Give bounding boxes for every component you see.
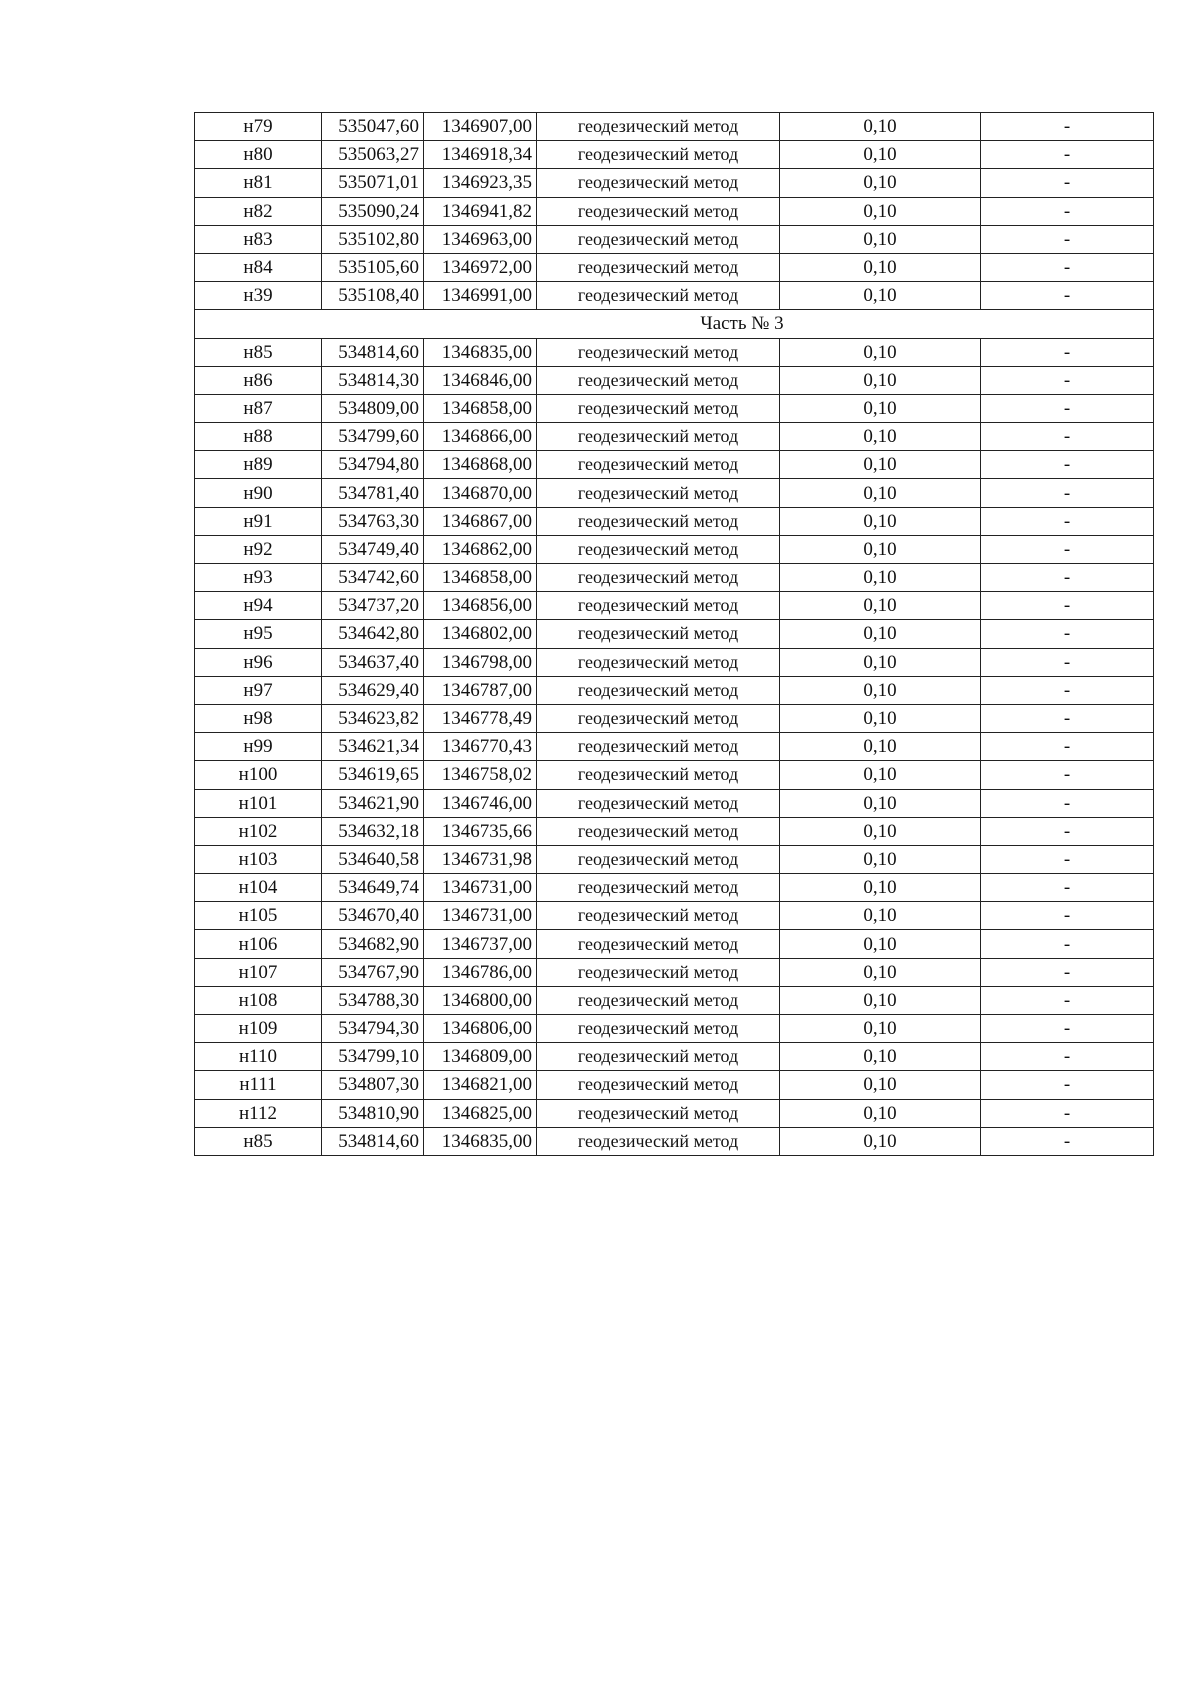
y-coordinate-cell: 1346735,66 [424, 817, 537, 845]
y-coordinate-cell: 1346731,00 [424, 902, 537, 930]
table-body-top [195, 113, 1154, 310]
description-cell: - [981, 592, 1154, 620]
point-cell: н97 [195, 676, 322, 704]
y-coordinate-cell: 1346809,00 [424, 1043, 537, 1071]
method-cell: геодезический метод [537, 761, 780, 789]
table-row [195, 169, 1154, 197]
accuracy-cell: 0,10 [780, 1015, 981, 1043]
y-coordinate-cell: 1346835,00 [424, 1127, 537, 1155]
method-cell: геодезический метод [537, 986, 780, 1014]
point-cell: н108 [195, 986, 322, 1014]
x-coordinate-cell: 534781,40 [322, 479, 424, 507]
x-coordinate-cell: 535102,80 [322, 225, 424, 253]
table-row [195, 958, 1154, 986]
point-cell: н94 [195, 592, 322, 620]
accuracy-cell: 0,10 [780, 451, 981, 479]
method-cell: геодезический метод [537, 592, 780, 620]
table-row [195, 1127, 1154, 1155]
method-cell: геодезический метод [537, 1099, 780, 1127]
description-cell: - [981, 648, 1154, 676]
description-cell: - [981, 874, 1154, 902]
accuracy-cell: 0,10 [780, 366, 981, 394]
description-cell: - [981, 451, 1154, 479]
accuracy-cell: 0,10 [780, 676, 981, 704]
x-coordinate-cell: 535105,60 [322, 253, 424, 281]
x-coordinate-cell: 534814,30 [322, 366, 424, 394]
x-coordinate-cell: 534649,74 [322, 874, 424, 902]
method-cell: геодезический метод [537, 535, 780, 563]
table-row [195, 620, 1154, 648]
table-row [195, 282, 1154, 310]
y-coordinate-cell: 1346737,00 [424, 930, 537, 958]
point-cell: н103 [195, 845, 322, 873]
table-row [195, 197, 1154, 225]
table-row [195, 1015, 1154, 1043]
accuracy-cell: 0,10 [780, 845, 981, 873]
table-row [195, 930, 1154, 958]
y-coordinate-cell: 1346868,00 [424, 451, 537, 479]
table-row [195, 366, 1154, 394]
accuracy-cell: 0,10 [780, 282, 981, 310]
accuracy-cell: 0,10 [780, 874, 981, 902]
x-coordinate-cell: 534737,20 [322, 592, 424, 620]
accuracy-cell: 0,10 [780, 1099, 981, 1127]
description-cell: - [981, 423, 1154, 451]
y-coordinate-cell: 1346907,00 [424, 113, 537, 141]
y-coordinate-cell: 1346786,00 [424, 958, 537, 986]
table-row [195, 986, 1154, 1014]
table-body-bottom [195, 338, 1154, 1155]
accuracy-cell: 0,10 [780, 620, 981, 648]
accuracy-cell: 0,10 [780, 197, 981, 225]
x-coordinate-cell: 534794,80 [322, 451, 424, 479]
accuracy-cell: 0,10 [780, 817, 981, 845]
method-cell: геодезический метод [537, 1071, 780, 1099]
accuracy-cell: 0,10 [780, 338, 981, 366]
y-coordinate-cell: 1346800,00 [424, 986, 537, 1014]
description-cell: - [981, 930, 1154, 958]
y-coordinate-cell: 1346798,00 [424, 648, 537, 676]
method-cell: геодезический метод [537, 704, 780, 732]
x-coordinate-cell: 534629,40 [322, 676, 424, 704]
description-cell: - [981, 394, 1154, 422]
point-cell: н39 [195, 282, 322, 310]
point-cell: н85 [195, 1127, 322, 1155]
point-cell: н107 [195, 958, 322, 986]
method-cell: геодезический метод [537, 874, 780, 902]
y-coordinate-cell: 1346787,00 [424, 676, 537, 704]
y-coordinate-cell: 1346821,00 [424, 1071, 537, 1099]
y-coordinate-cell: 1346963,00 [424, 225, 537, 253]
point-cell: н91 [195, 507, 322, 535]
method-cell: геодезический метод [537, 564, 780, 592]
y-coordinate-cell: 1346991,00 [424, 282, 537, 310]
description-cell: - [981, 789, 1154, 817]
accuracy-cell: 0,10 [780, 253, 981, 281]
x-coordinate-cell: 534621,90 [322, 789, 424, 817]
table-row [195, 648, 1154, 676]
point-cell: н90 [195, 479, 322, 507]
description-cell: - [981, 197, 1154, 225]
accuracy-cell: 0,10 [780, 761, 981, 789]
y-coordinate-cell: 1346972,00 [424, 253, 537, 281]
coordinates-table [194, 112, 1154, 1156]
accuracy-cell: 0,10 [780, 902, 981, 930]
y-coordinate-cell: 1346870,00 [424, 479, 537, 507]
table-row [195, 564, 1154, 592]
accuracy-cell: 0,10 [780, 535, 981, 563]
point-cell: н93 [195, 564, 322, 592]
method-cell: геодезический метод [537, 789, 780, 817]
table-row [195, 761, 1154, 789]
accuracy-cell: 0,10 [780, 1127, 981, 1155]
point-cell: н111 [195, 1071, 322, 1099]
point-cell: н85 [195, 338, 322, 366]
section-header [195, 310, 1154, 338]
point-cell: н86 [195, 366, 322, 394]
x-coordinate-cell: 534807,30 [322, 1071, 424, 1099]
x-coordinate-cell: 534749,40 [322, 535, 424, 563]
method-cell: геодезический метод [537, 366, 780, 394]
description-cell: - [981, 253, 1154, 281]
description-cell: - [981, 761, 1154, 789]
table-row [195, 704, 1154, 732]
description-cell: - [981, 366, 1154, 394]
accuracy-cell: 0,10 [780, 394, 981, 422]
method-cell: геодезический метод [537, 197, 780, 225]
accuracy-cell: 0,10 [780, 648, 981, 676]
x-coordinate-cell: 534637,40 [322, 648, 424, 676]
accuracy-cell: 0,10 [780, 733, 981, 761]
point-cell: н82 [195, 197, 322, 225]
description-cell: - [981, 733, 1154, 761]
y-coordinate-cell: 1346867,00 [424, 507, 537, 535]
x-coordinate-cell: 534788,30 [322, 986, 424, 1014]
method-cell: геодезический метод [537, 225, 780, 253]
section-title: Часть № 3 [195, 310, 1154, 338]
table-row [195, 817, 1154, 845]
section-row [195, 310, 1154, 338]
x-coordinate-cell: 534640,58 [322, 845, 424, 873]
accuracy-cell: 0,10 [780, 169, 981, 197]
description-cell: - [981, 1043, 1154, 1071]
x-coordinate-cell: 535047,60 [322, 113, 424, 141]
x-coordinate-cell: 534742,60 [322, 564, 424, 592]
y-coordinate-cell: 1346770,43 [424, 733, 537, 761]
accuracy-cell: 0,10 [780, 1071, 981, 1099]
description-cell: - [981, 1099, 1154, 1127]
table-row [195, 253, 1154, 281]
description-cell: - [981, 507, 1154, 535]
accuracy-cell: 0,10 [780, 479, 981, 507]
y-coordinate-cell: 1346731,98 [424, 845, 537, 873]
point-cell: н95 [195, 620, 322, 648]
description-cell: - [981, 535, 1154, 563]
point-cell: н80 [195, 141, 322, 169]
table-row [195, 338, 1154, 366]
x-coordinate-cell: 534682,90 [322, 930, 424, 958]
accuracy-cell: 0,10 [780, 789, 981, 817]
method-cell: геодезический метод [537, 141, 780, 169]
point-cell: н84 [195, 253, 322, 281]
accuracy-cell: 0,10 [780, 958, 981, 986]
description-cell: - [981, 958, 1154, 986]
table-row [195, 113, 1154, 141]
accuracy-cell: 0,10 [780, 225, 981, 253]
method-cell: геодезический метод [537, 507, 780, 535]
description-cell: - [981, 704, 1154, 732]
method-cell: геодезический метод [537, 648, 780, 676]
table-row [195, 423, 1154, 451]
point-cell: н79 [195, 113, 322, 141]
method-cell: геодезический метод [537, 817, 780, 845]
y-coordinate-cell: 1346923,35 [424, 169, 537, 197]
method-cell: геодезический метод [537, 451, 780, 479]
x-coordinate-cell: 534642,80 [322, 620, 424, 648]
method-cell: геодезический метод [537, 902, 780, 930]
method-cell: геодезический метод [537, 282, 780, 310]
point-cell: н109 [195, 1015, 322, 1043]
point-cell: н98 [195, 704, 322, 732]
point-cell: н87 [195, 394, 322, 422]
x-coordinate-cell: 534810,90 [322, 1099, 424, 1127]
point-cell: н88 [195, 423, 322, 451]
description-cell: - [981, 1015, 1154, 1043]
method-cell: геодезический метод [537, 338, 780, 366]
table-row [195, 1043, 1154, 1071]
y-coordinate-cell: 1346918,34 [424, 141, 537, 169]
method-cell: геодезический метод [537, 620, 780, 648]
y-coordinate-cell: 1346858,00 [424, 564, 537, 592]
method-cell: геодезический метод [537, 113, 780, 141]
description-cell: - [981, 169, 1154, 197]
accuracy-cell: 0,10 [780, 986, 981, 1014]
point-cell: н112 [195, 1099, 322, 1127]
description-cell: - [981, 338, 1154, 366]
y-coordinate-cell: 1346866,00 [424, 423, 537, 451]
table-row [195, 733, 1154, 761]
point-cell: н96 [195, 648, 322, 676]
x-coordinate-cell: 534632,18 [322, 817, 424, 845]
x-coordinate-cell: 534670,40 [322, 902, 424, 930]
method-cell: геодезический метод [537, 930, 780, 958]
accuracy-cell: 0,10 [780, 141, 981, 169]
x-coordinate-cell: 534767,90 [322, 958, 424, 986]
table-row [195, 535, 1154, 563]
method-cell: геодезический метод [537, 958, 780, 986]
table-row [195, 845, 1154, 873]
method-cell: геодезический метод [537, 253, 780, 281]
description-cell: - [981, 479, 1154, 507]
method-cell: геодезический метод [537, 845, 780, 873]
description-cell: - [981, 620, 1154, 648]
description-cell: - [981, 1071, 1154, 1099]
point-cell: н104 [195, 874, 322, 902]
method-cell: геодезический метод [537, 479, 780, 507]
x-coordinate-cell: 534814,60 [322, 1127, 424, 1155]
x-coordinate-cell: 534623,82 [322, 704, 424, 732]
table-row [195, 1099, 1154, 1127]
method-cell: геодезический метод [537, 733, 780, 761]
accuracy-cell: 0,10 [780, 1043, 981, 1071]
accuracy-cell: 0,10 [780, 507, 981, 535]
description-cell: - [981, 845, 1154, 873]
y-coordinate-cell: 1346846,00 [424, 366, 537, 394]
y-coordinate-cell: 1346778,49 [424, 704, 537, 732]
method-cell: геодезический метод [537, 676, 780, 704]
x-coordinate-cell: 534799,60 [322, 423, 424, 451]
y-coordinate-cell: 1346746,00 [424, 789, 537, 817]
description-cell: - [981, 141, 1154, 169]
accuracy-cell: 0,10 [780, 592, 981, 620]
y-coordinate-cell: 1346856,00 [424, 592, 537, 620]
x-coordinate-cell: 534799,10 [322, 1043, 424, 1071]
point-cell: н92 [195, 535, 322, 563]
table-row [195, 902, 1154, 930]
method-cell: геодезический метод [537, 169, 780, 197]
x-coordinate-cell: 534763,30 [322, 507, 424, 535]
point-cell: н89 [195, 451, 322, 479]
table-row [195, 394, 1154, 422]
x-coordinate-cell: 534621,34 [322, 733, 424, 761]
description-cell: - [981, 986, 1154, 1014]
accuracy-cell: 0,10 [780, 704, 981, 732]
x-coordinate-cell: 534809,00 [322, 394, 424, 422]
method-cell: геодезический метод [537, 1015, 780, 1043]
x-coordinate-cell: 535063,27 [322, 141, 424, 169]
y-coordinate-cell: 1346758,02 [424, 761, 537, 789]
table-row [195, 676, 1154, 704]
table-row [195, 874, 1154, 902]
description-cell: - [981, 1127, 1154, 1155]
x-coordinate-cell: 534814,60 [322, 338, 424, 366]
x-coordinate-cell: 535090,24 [322, 197, 424, 225]
table-row [195, 141, 1154, 169]
point-cell: н81 [195, 169, 322, 197]
method-cell: геодезический метод [537, 1043, 780, 1071]
y-coordinate-cell: 1346862,00 [424, 535, 537, 563]
table-row [195, 592, 1154, 620]
accuracy-cell: 0,10 [780, 930, 981, 958]
description-cell: - [981, 902, 1154, 930]
y-coordinate-cell: 1346731,00 [424, 874, 537, 902]
method-cell: геодезический метод [537, 394, 780, 422]
accuracy-cell: 0,10 [780, 423, 981, 451]
table-row [195, 507, 1154, 535]
method-cell: геодезический метод [537, 423, 780, 451]
accuracy-cell: 0,10 [780, 564, 981, 592]
description-cell: - [981, 282, 1154, 310]
table-row [195, 1071, 1154, 1099]
y-coordinate-cell: 1346825,00 [424, 1099, 537, 1127]
description-cell: - [981, 817, 1154, 845]
description-cell: - [981, 113, 1154, 141]
table-row [195, 789, 1154, 817]
y-coordinate-cell: 1346802,00 [424, 620, 537, 648]
point-cell: н99 [195, 733, 322, 761]
x-coordinate-cell: 535108,40 [322, 282, 424, 310]
point-cell: н105 [195, 902, 322, 930]
table-row [195, 451, 1154, 479]
accuracy-cell: 0,10 [780, 113, 981, 141]
table-row [195, 225, 1154, 253]
point-cell: н106 [195, 930, 322, 958]
x-coordinate-cell: 534619,65 [322, 761, 424, 789]
y-coordinate-cell: 1346858,00 [424, 394, 537, 422]
description-cell: - [981, 564, 1154, 592]
description-cell: - [981, 676, 1154, 704]
x-coordinate-cell: 535071,01 [322, 169, 424, 197]
description-cell: - [981, 225, 1154, 253]
y-coordinate-cell: 1346941,82 [424, 197, 537, 225]
y-coordinate-cell: 1346806,00 [424, 1015, 537, 1043]
point-cell: н102 [195, 817, 322, 845]
table-row [195, 479, 1154, 507]
y-coordinate-cell: 1346835,00 [424, 338, 537, 366]
point-cell: н101 [195, 789, 322, 817]
point-cell: н83 [195, 225, 322, 253]
x-coordinate-cell: 534794,30 [322, 1015, 424, 1043]
point-cell: н110 [195, 1043, 322, 1071]
method-cell: геодезический метод [537, 1127, 780, 1155]
point-cell: н100 [195, 761, 322, 789]
